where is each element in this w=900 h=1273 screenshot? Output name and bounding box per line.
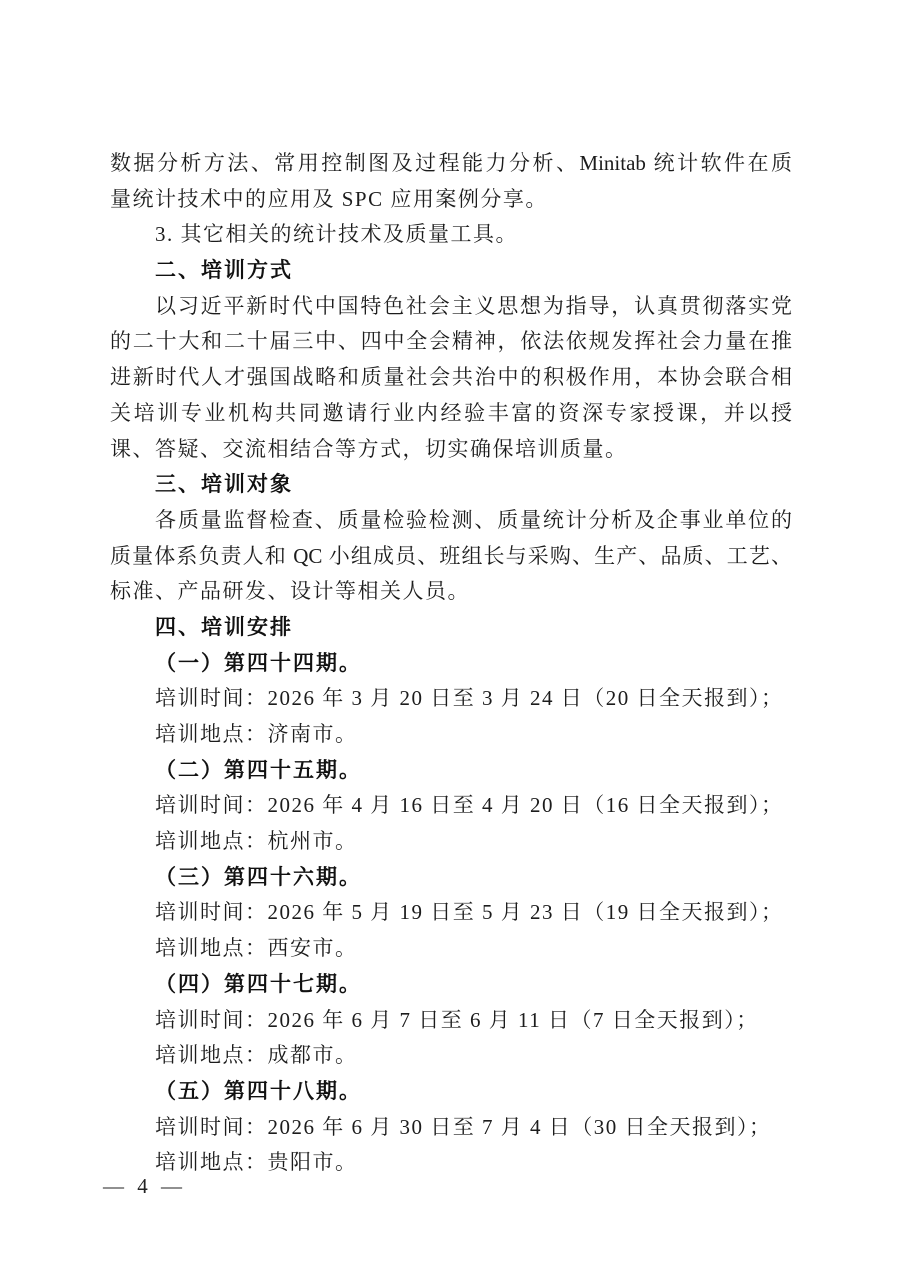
- paragraph-line: 的二十大和二十届三中、四中全会精神，依法依规发挥社会力量在推: [110, 329, 792, 354]
- session-title: （五）第四十八期。: [155, 1078, 362, 1103]
- section-heading-training-method: 二、培训方式: [155, 259, 293, 283]
- session-time: 培训时间：2026 年 6 月 7 日至 6 月 11 日（7 日全天报到）；: [155, 1007, 759, 1032]
- paragraph-line: 质量体系负责人和 QC 小组成员、班组长与采购、生产、品质、工艺、: [110, 543, 792, 568]
- session-time: 培训时间：2026 年 6 月 30 日至 7 月 4 日（30 日全天报到）；: [155, 1114, 772, 1139]
- page-number: — 4 —: [103, 1174, 186, 1198]
- session-location: 培训地点：西安市。: [155, 936, 358, 961]
- paragraph-line: 各质量监督检查、质量检验检测、质量统计分析及企事业单位的: [155, 507, 792, 532]
- session-time: 培训时间：2026 年 3 月 20 日至 3 月 24 日（20 日全天报到）；: [155, 686, 784, 711]
- session-time: 培训时间：2026 年 4 月 16 日至 4 月 20 日（16 日全天报到）；: [155, 793, 784, 818]
- paragraph-line: 标准、产品研发、设计等相关人员。: [110, 579, 470, 604]
- session-title: （三）第四十六期。: [155, 864, 362, 889]
- paragraph-line: 以习近平新时代中国特色社会主义思想为指导，认真贯彻落实党: [155, 293, 792, 318]
- paragraph-line: 进新时代人才强国战略和质量社会共治中的积极作用，本协会联合相: [110, 365, 792, 390]
- paragraph-line: 课、答疑、交流相结合等方式，切实确保培训质量。: [110, 436, 628, 461]
- session-location: 培训地点：杭州市。: [155, 829, 358, 854]
- paragraph-line: 数据分析方法、常用控制图及过程能力分析、Minitab 统计软件在质: [110, 151, 792, 175]
- session-title: （四）第四十七期。: [155, 971, 362, 996]
- section-heading-training-schedule: 四、培训安排: [155, 615, 293, 639]
- paragraph-line: 量统计技术中的应用及 SPC 应用案例分享。: [110, 186, 548, 211]
- section-heading-training-audience: 三、培训对象: [155, 473, 293, 497]
- paragraph-line: 关培训专业机构共同邀请行业内经验丰富的资深专家授课，并以授: [110, 400, 792, 425]
- session-title: （一）第四十四期。: [155, 650, 362, 675]
- document-body: [110, 146, 792, 1181]
- session-title: （二）第四十五期。: [155, 757, 362, 782]
- session-time: 培训时间：2026 年 5 月 19 日至 5 月 23 日（19 日全天报到）；: [155, 900, 784, 925]
- session-location: 培训地点：成都市。: [155, 1043, 358, 1068]
- list-item-3: 3. 其它相关的统计技术及质量工具。: [155, 222, 518, 247]
- session-location: 培训地点：贵阳市。: [155, 1150, 358, 1175]
- session-location: 培训地点：济南市。: [155, 722, 358, 746]
